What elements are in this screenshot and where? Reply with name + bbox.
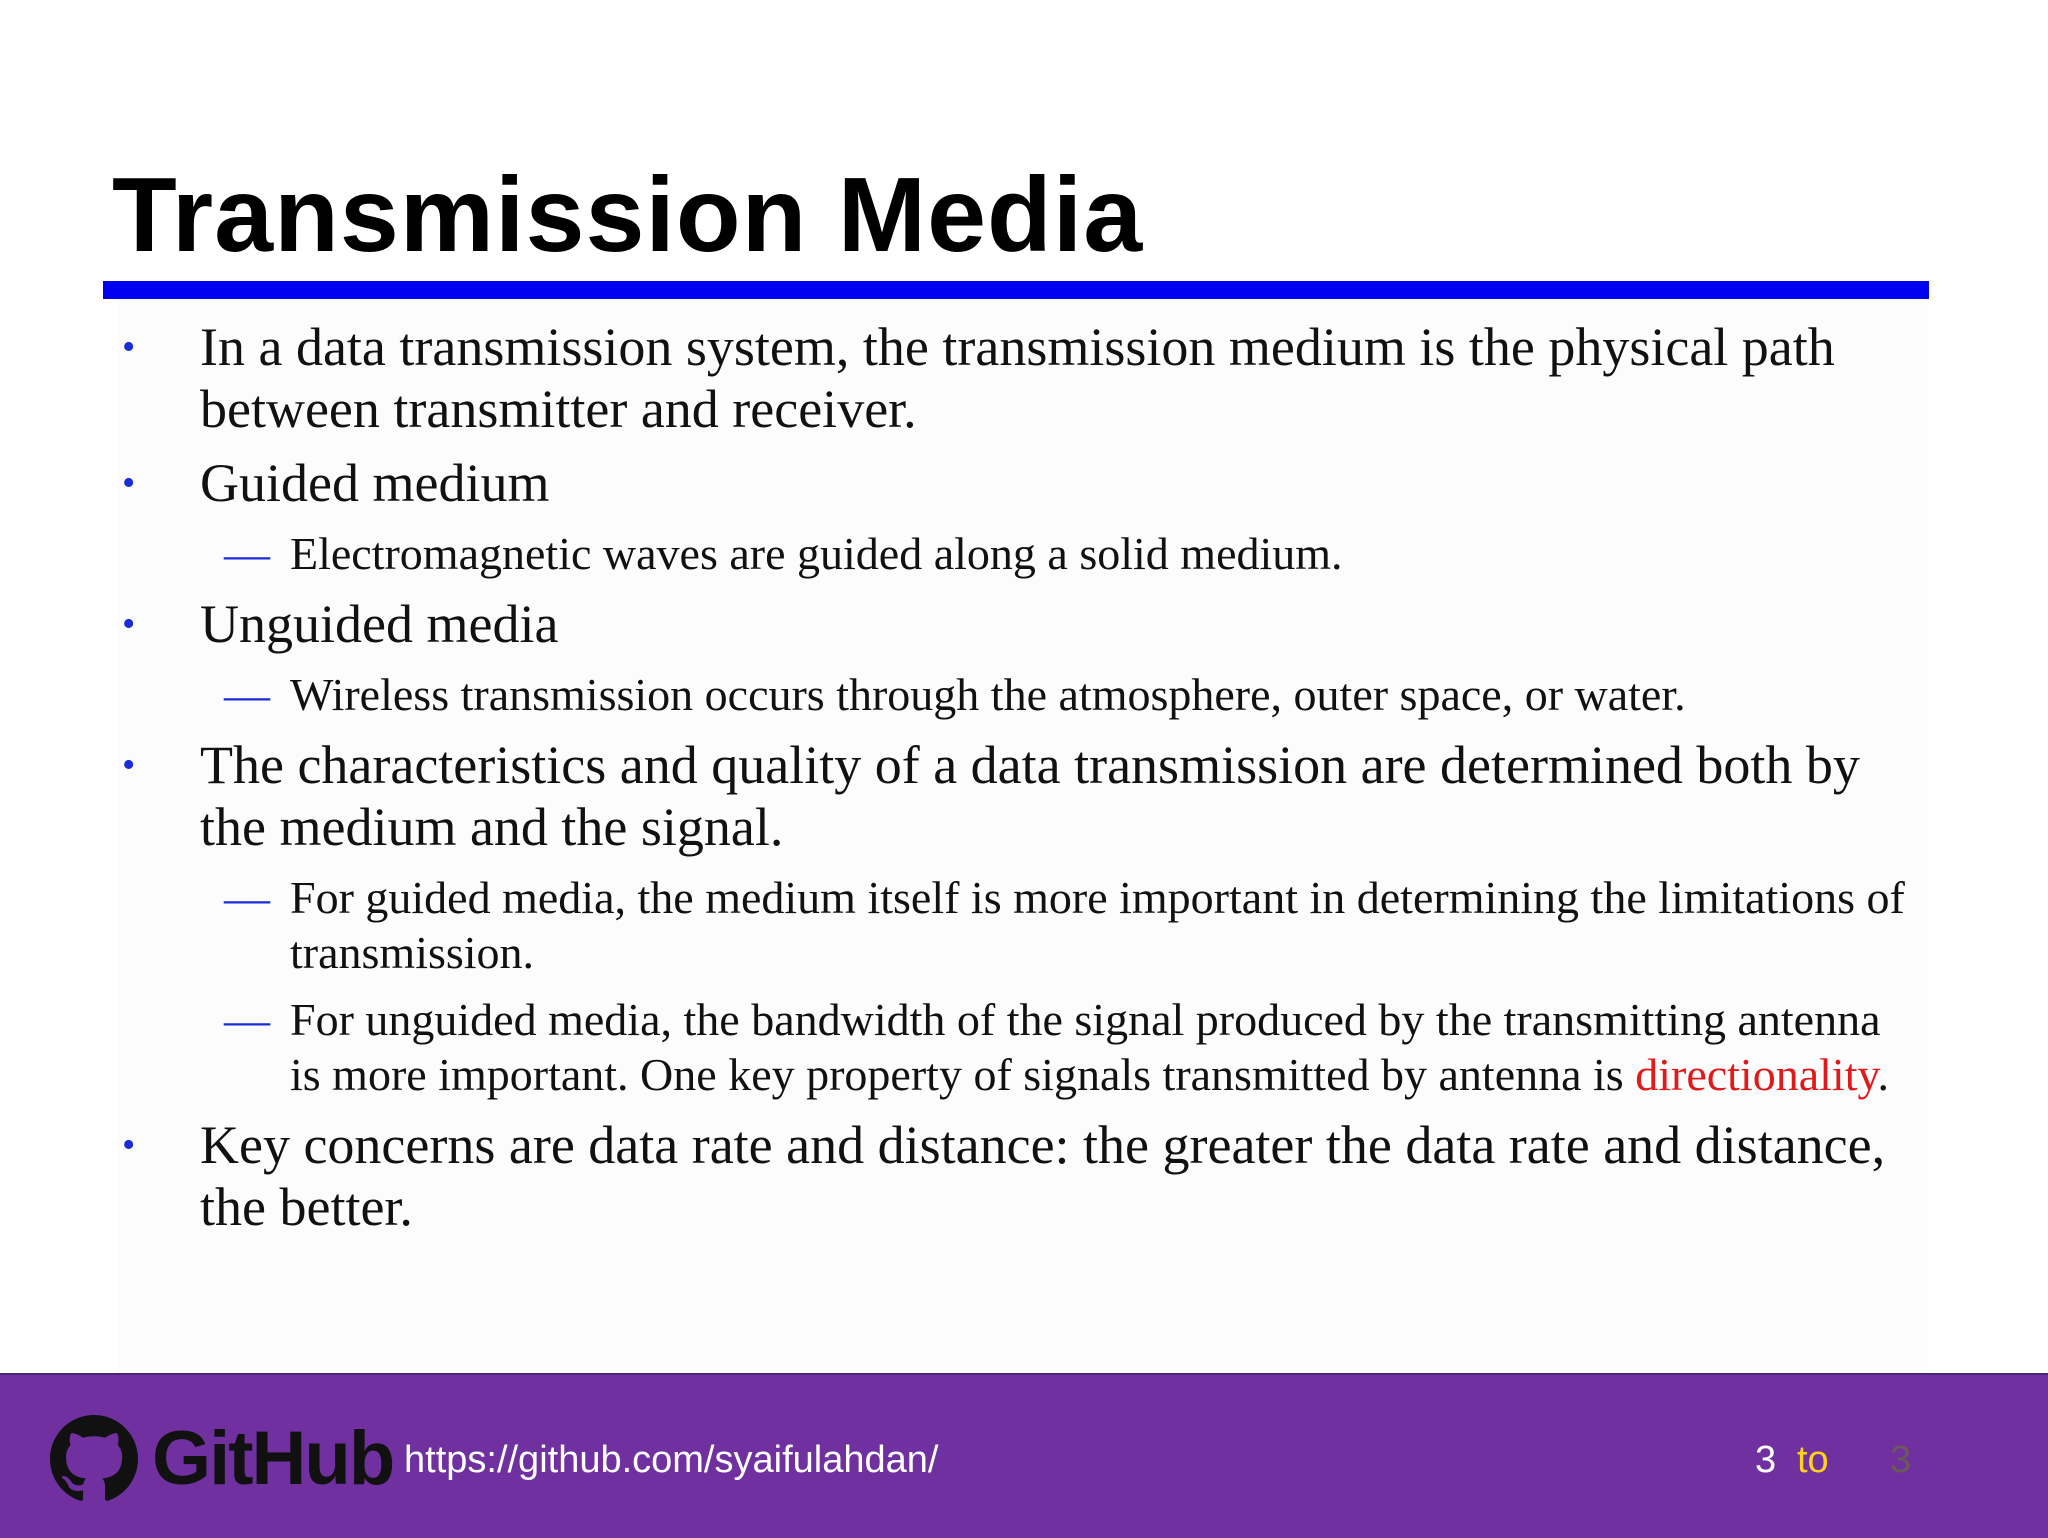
bullet-text: The characteristics and quality of a data transmission are determined both by the medium and the signal.	[200, 735, 1860, 857]
footer-url-link[interactable]: https://github.com/syaifulahdan/	[404, 1439, 939, 1481]
bullet-icon: •	[122, 462, 136, 504]
highlighted-term: directionality	[1635, 1049, 1878, 1100]
github-mark-icon	[50, 1415, 138, 1503]
bullet-item	[118, 734, 1908, 858]
bullet-icon: •	[122, 603, 136, 645]
sub-bullet-text: For unguided media, the bandwidth of the signal produced by the transmitting antenna is more important. One key property of signals transmitted by antenna is	[290, 994, 1881, 1100]
sub-bullet-text: Electromagnetic waves are guided along a solid medium.	[290, 528, 1343, 579]
bullet-icon: •	[122, 1124, 136, 1166]
dash-icon: —	[224, 528, 270, 579]
bullet-text: In a data transmission system, the transmission medium is the physical path between transmitter and receiver.	[200, 317, 1835, 439]
page-number-total: 3	[1890, 1439, 1912, 1481]
bullet-item	[118, 593, 1908, 655]
bullet-text: Key concerns are data rate and distance: the greater the data rate and distance, the better.	[200, 1115, 1886, 1237]
bullet-icon: •	[122, 326, 136, 368]
bullet-item	[118, 452, 1908, 514]
sub-bullet-item	[118, 870, 1908, 980]
bullet-item	[118, 316, 1908, 440]
bullet-text: Guided medium	[200, 453, 550, 513]
title-underline	[103, 281, 1929, 299]
sub-bullet-item	[118, 667, 1908, 722]
sub-bullet-text-end: .	[1877, 1049, 1889, 1100]
bullet-icon: •	[122, 744, 136, 786]
slide-title: Transmission Media	[112, 156, 1144, 274]
dash-icon: —	[224, 994, 270, 1045]
bullet-item	[118, 1114, 1908, 1238]
page-number-separator: to	[1797, 1439, 1829, 1481]
page-number-current: 3	[1755, 1439, 1777, 1481]
sub-bullet-text: Wireless transmission occurs through the atmosphere, outer space, or water.	[290, 669, 1686, 720]
bullet-text: Unguided media	[200, 594, 559, 654]
bullet-list	[118, 316, 1908, 1250]
dash-icon: —	[224, 669, 270, 720]
dash-icon: —	[224, 872, 270, 923]
sub-bullet-item	[118, 992, 1908, 1102]
footer-bar	[0, 1373, 2048, 1538]
sub-bullet-text: For guided media, the medium itself is more important in determining the limitations of transmission.	[290, 872, 1905, 978]
sub-bullet-item	[118, 526, 1908, 581]
github-logo-text: GitHub	[152, 1416, 394, 1501]
